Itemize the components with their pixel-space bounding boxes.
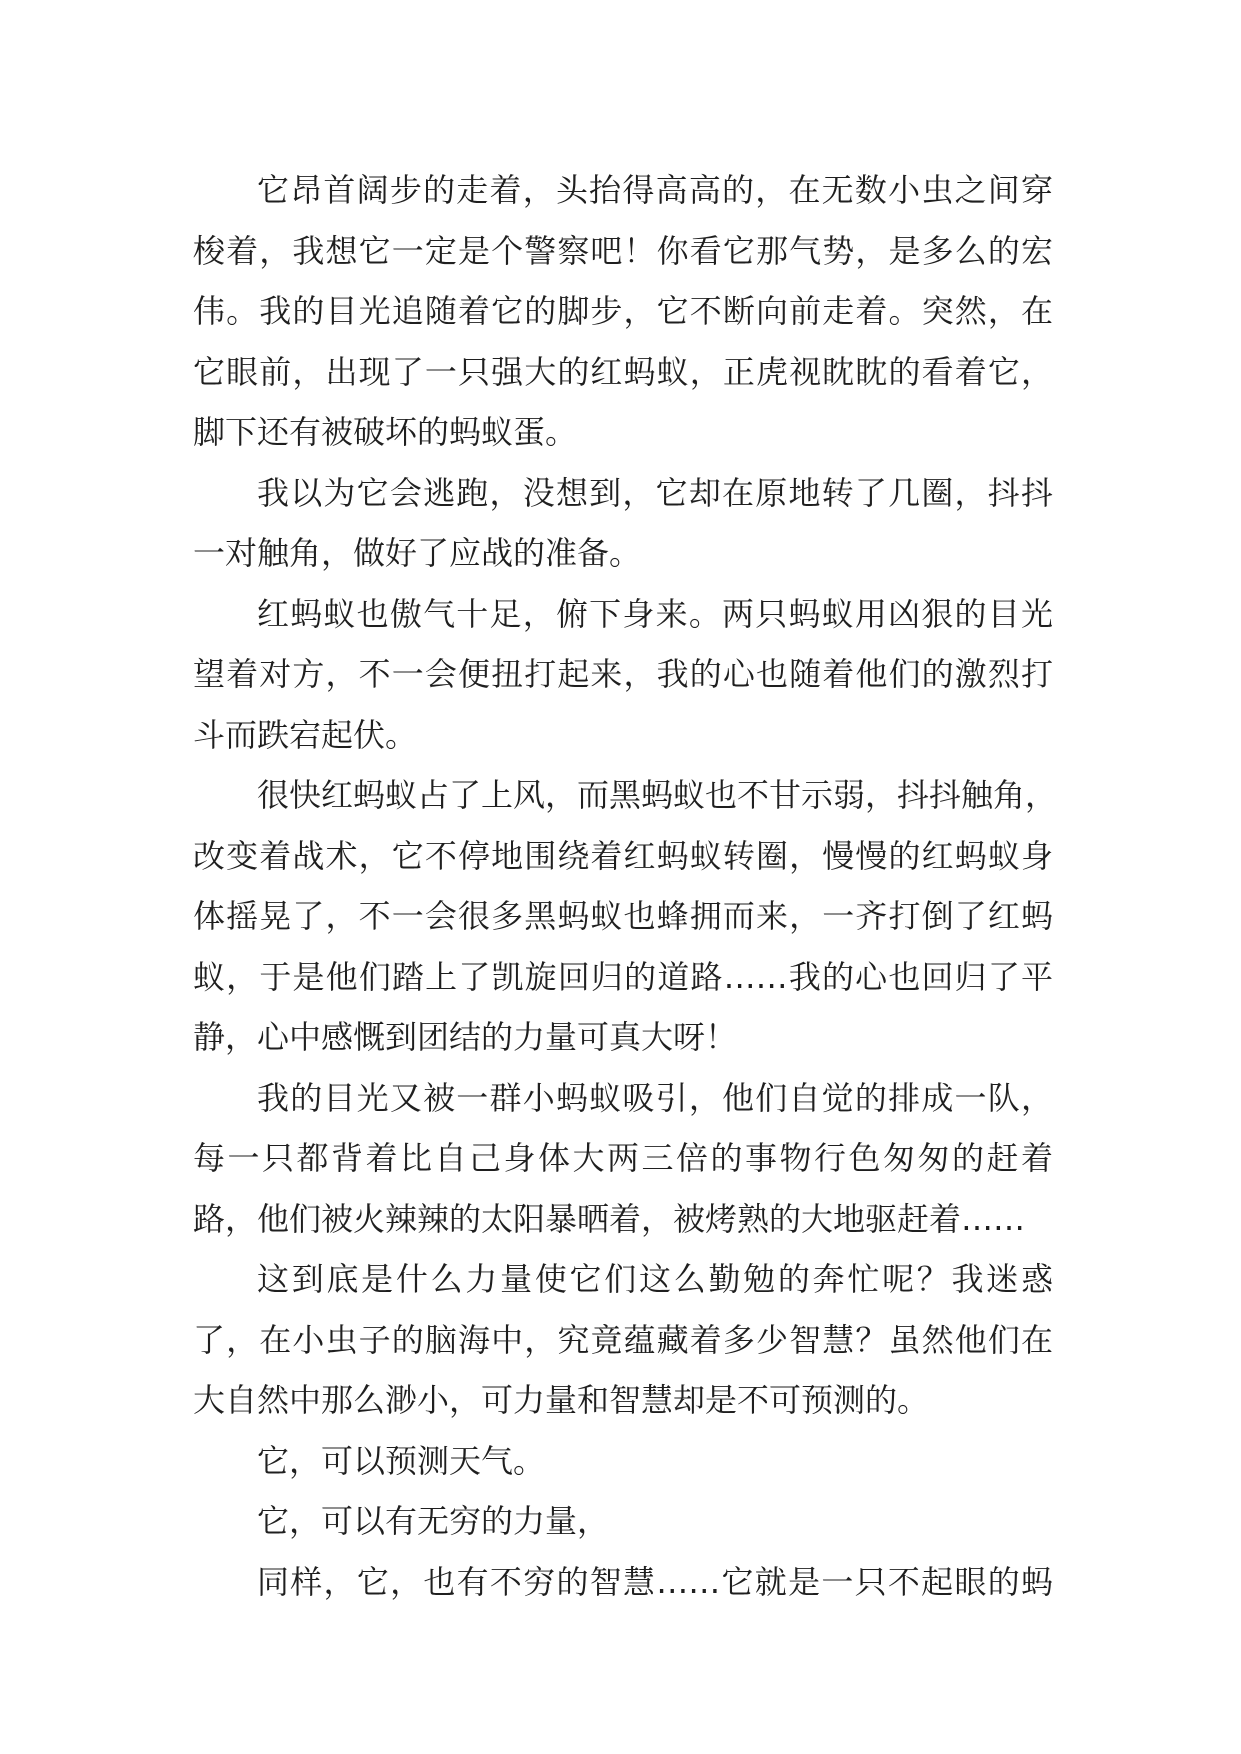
text-line: 脚下还有被破坏的蚂蚁蛋。 <box>193 413 578 451</box>
text-line: 一对触角，做好了应战的准备。 <box>193 534 642 572</box>
text-line: 我以为它会逃跑，没想到，它却在原地转了几圈，抖抖 <box>257 473 1053 512</box>
text-line: 我的目光又被一群小蚂蚁吸引，他们自觉的排成一队， <box>257 1078 1053 1117</box>
paragraph-8 <box>193 1491 1053 1552</box>
text-line: 红蚂蚁也傲气十足，俯下身来。两只蚂蚁用凶狠的目光 <box>257 594 1053 633</box>
text-line: 改变着战术，它不停地围绕着红蚂蚁转圈，慢慢的红蚂蚁身 <box>193 836 1053 875</box>
text-line: 路，他们被火辣辣的太阳暴晒着，被烤熟的大地驱赶着…… <box>193 1199 1026 1238</box>
text-line: 望着对方，不一会便扭打起来，我的心也随着他们的激烈打 <box>193 655 1053 693</box>
text-line: 它昂首阔步的走着，头抬得高高的，在无数小虫之间穿 <box>257 171 1053 209</box>
text-line: 了，在小虫子的脑海中，究竟蕴藏着多少智慧？虽然他们在 <box>193 1320 1053 1359</box>
paragraph-1 <box>193 160 1053 463</box>
text-body <box>193 160 1058 1612</box>
paragraph-7 <box>193 1431 1053 1492</box>
text-line: 它，可以预测天气。 <box>257 1441 546 1480</box>
text-line: 蚁，于是他们踏上了凯旋回归的道路……我的心也回归了平 <box>193 957 1053 996</box>
paragraph-4 <box>193 765 1058 1068</box>
paragraph-5 <box>193 1068 1053 1250</box>
text-line: 很快红蚂蚁占了上风，而黑蚂蚁也不甘示弱，抖抖触角， <box>257 776 1058 814</box>
paragraph-6 <box>193 1249 1053 1431</box>
text-line: 同样，它，也有不穷的智慧……它就是一只不起眼的蚂 <box>257 1562 1053 1601</box>
text-line: 梭着，我想它一定是个警察吧！你看它那气势，是多么的宏 <box>193 231 1053 270</box>
paragraph-9 <box>193 1552 1053 1613</box>
text-line: 它，可以有无穷的力量， <box>257 1502 610 1540</box>
text-line: 这到底是什么力量使它们这么勤勉的奔忙呢？我迷惑 <box>257 1260 1053 1298</box>
text-line: 它眼前，出现了一只强大的红蚂蚁，正虎视眈眈的看着它， <box>193 352 1053 391</box>
paragraph-2 <box>193 463 1053 584</box>
paragraph-3 <box>193 584 1053 766</box>
text-line: 体摇晃了，不一会很多黑蚂蚁也蜂拥而来，一齐打倒了红蚂 <box>193 897 1053 935</box>
text-line: 静，心中感慨到团结的力量可真大呀！ <box>193 1018 738 1056</box>
text-line: 斗而跌宕起伏。 <box>193 715 418 754</box>
text-line: 每一只都背着比自己身体大两三倍的事物行色匆匆的赶着 <box>193 1139 1053 1177</box>
text-line: 大自然中那么渺小，可力量和智慧却是不可预测的。 <box>193 1381 930 1419</box>
text-line: 伟。我的目光追随着它的脚步，它不断向前走着。突然，在 <box>193 292 1053 330</box>
